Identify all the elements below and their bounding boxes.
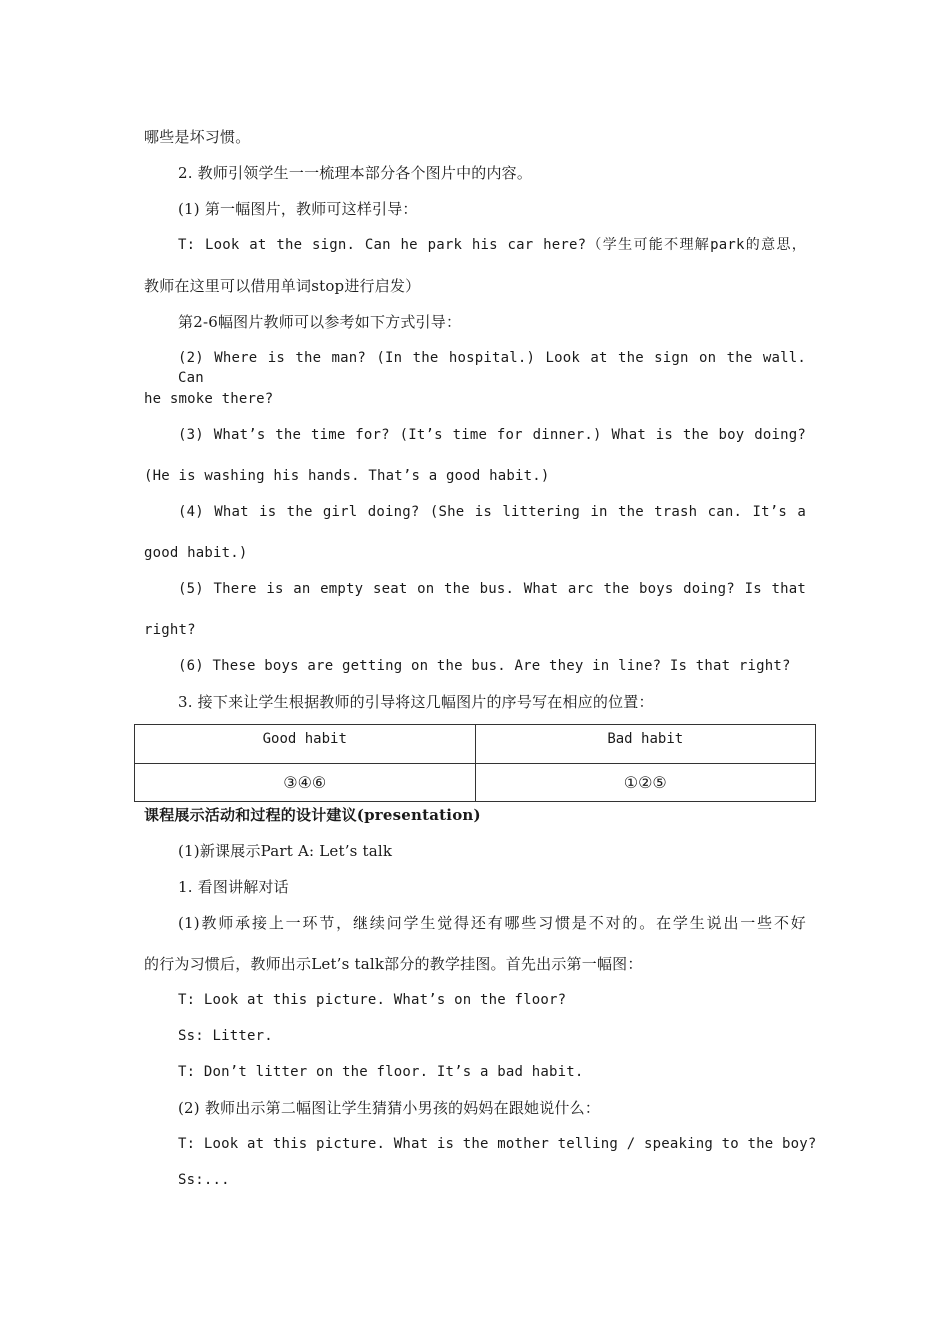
paragraph-line: 2. 教师引领学生一一梳理本部分各个图片中的内容。 <box>178 164 533 182</box>
paragraph-line: (1)新课展示Part A: Let’s talk <box>178 842 393 860</box>
paragraph-line: good habit.) <box>144 545 248 561</box>
paragraph-line: right? <box>144 622 196 638</box>
bad-habit-header: Bad habit <box>475 725 816 764</box>
paragraph-line: 教师在这里可以借用单词stop进行启发） <box>144 277 421 295</box>
paragraph-line: 1. 看图讲解对话 <box>178 878 289 896</box>
good-habit-values: ③④⑥ <box>135 764 476 802</box>
paragraph-line: (2) Where is the man? (In the hospital.) Look at the sign on the wall. Can <box>178 350 806 386</box>
bad-habit-values: ①②⑤ <box>475 764 816 802</box>
table-header-row <box>135 725 816 764</box>
paragraph-line: 3. 接下来让学生根据教师的引导将这几幅图片的序号写在相应的位置： <box>178 693 654 711</box>
paragraph-line: he smoke there? <box>144 391 274 407</box>
paragraph-line: T: Don’t litter on the floor. It’s a bad habit. <box>178 1064 584 1080</box>
habit-table <box>134 724 816 802</box>
paragraph-line: Ss:... <box>178 1172 230 1188</box>
paragraph-line: (2) 教师出示第二幅图让学生猜猜小男孩的妈妈在跟她说什么： <box>178 1099 601 1117</box>
good-habit-header: Good habit <box>135 725 476 764</box>
paragraph-line: (1)教师承接上一环节，继续问学生觉得还有哪些习惯是不对的。在学生说出一些不好 <box>178 914 806 932</box>
paragraph-line: Ss: Litter. <box>178 1028 273 1044</box>
paragraph-line: T: Look at this picture. What is the mother telling / speaking to the boy? <box>178 1136 817 1152</box>
paragraph-line: (6) These boys are getting on the bus. Are they in line? Is that right? <box>178 658 791 674</box>
table-row <box>135 764 816 802</box>
paragraph-line: 的行为习惯后，教师出示Let’s talk部分的教学挂图。首先出示第一幅图： <box>144 955 643 973</box>
paragraph-line: (He is washing his hands. That’s a good habit.) <box>144 468 550 484</box>
paragraph-line: 哪些是坏习惯。 <box>144 128 251 146</box>
paragraph-line: (3) What’s the time for? (It’s time for dinner.) What is the boy doing? <box>178 427 806 443</box>
paragraph-line: T: Look at the sign. Can he park his car here?（学生可能不理解park的意思， <box>178 237 806 253</box>
section-heading: 课程展示活动和过程的设计建议(presentation) <box>144 806 481 824</box>
paragraph-line: (4) What is the girl doing? (She is littering in the trash can. It’s a <box>178 504 806 520</box>
paragraph-line: (5) There is an empty seat on the bus. What arc the boys doing? Is that <box>178 581 806 597</box>
paragraph-line: 第2-6幅图片教师可以参考如下方式引导： <box>178 313 462 331</box>
paragraph-line: (1) 第一幅图片，教师可这样引导： <box>178 200 418 218</box>
paragraph-line: T: Look at this picture. What’s on the floor? <box>178 992 567 1008</box>
